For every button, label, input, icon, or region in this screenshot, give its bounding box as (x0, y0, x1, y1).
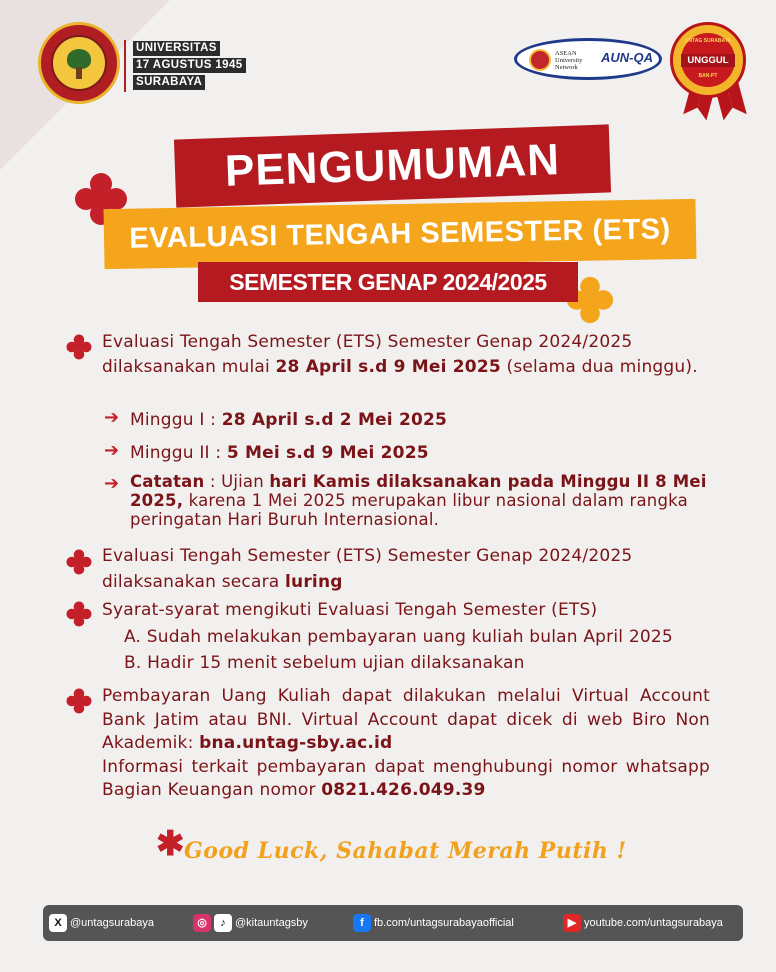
title-banner (174, 124, 611, 207)
subtitle-ets: EVALUASI TENGAH SEMESTER (ETS) (129, 213, 671, 255)
asterisk-icon: ✱ (156, 825, 185, 863)
semester-title: SEMESTER GENAP 2024/2025 (229, 269, 547, 295)
youtube-link[interactable]: ▶ youtube.com/untagsurabaya (563, 914, 723, 932)
flower-bullet-icon (66, 688, 92, 714)
week1-line: Minggu I : 28 April s.d 2 Mei 2025 (130, 410, 448, 430)
requirement-a: A. Sudah melakukan pembayaran uang kuliah bulan April 2025 (124, 627, 673, 647)
semester-banner (198, 262, 578, 302)
asean-text: ASEAN University Network (555, 50, 583, 71)
unggul-top-text: UNTAG SURABAYA (684, 38, 732, 44)
payment-website-link[interactable]: bna.untag-sby.ac.id (199, 733, 393, 753)
paragraph-ets-mode: Evaluasi Tengah Semester (ETS) Semester Genap 2024/2025 dilaksanakan secara luring (102, 546, 633, 592)
note-line: Catatan : Ujian hari Kamis dilaksanakan pada Minggu II 8 Mei 2025, karena 1 Mei 2025 merupakan libur nasional dalam rangka peringatan Hari Buruh Internasional. (130, 472, 707, 529)
page-title: PENGUMUMAN (224, 135, 561, 196)
flower-bullet-icon (66, 549, 92, 575)
asean-emblem-icon (529, 49, 551, 71)
header-divider (124, 40, 126, 92)
closing-message: Good Luck, Sahabat Merah Putih ! (184, 838, 627, 864)
flower-bullet-icon (66, 334, 92, 360)
university-name-line1: UNIVERSITAS (133, 41, 220, 56)
unggul-accreditation-badge (670, 22, 746, 98)
paragraph-payment: Pembayaran Uang Kuliah dapat dilakukan melalui Virtual Account Bank Jatim atau BNI. Virtual Account dapat dicek di web Biro Non Akademik: bna.untag-sby.ac.id Informasi terkait pembayaran dapat menghubungi nomor whatsapp Bagian Keuangan nomor 0821.426.049.39 (102, 686, 710, 800)
facebook-icon: f (353, 914, 371, 932)
facebook-link[interactable]: f fb.com/untagsurabayaofficial (353, 914, 514, 932)
social-media-footer (43, 905, 743, 941)
flower-bullet-icon (66, 601, 92, 627)
instagram-icon: ◎ (193, 914, 211, 932)
university-name-line2: 17 AGUSTUS 1945 (133, 58, 246, 73)
paragraph-ets-schedule: Evaluasi Tengah Semester (ETS) Semester Genap 2024/2025 dilaksanakan mulai 28 April s.d 9 Mei 2025 (selama dua minggu). (102, 332, 698, 377)
asean-aunqa-logo (514, 38, 662, 80)
youtube-icon: ▶ (563, 914, 581, 932)
university-seal-logo (38, 22, 120, 104)
requirement-b: B. Hadir 15 menit sebelum ujian dilaksanakan (124, 653, 525, 673)
x-handle[interactable]: X @untagsurabaya (49, 914, 154, 932)
tiktok-icon: ♪ (214, 914, 232, 932)
x-icon: X (49, 914, 67, 932)
arrow-right-icon: ➔ (104, 440, 120, 461)
tree-icon (67, 49, 91, 69)
week2-line: Minggu II : 5 Mei s.d 9 Mei 2025 (130, 443, 429, 463)
arrow-right-icon: ➔ (104, 473, 120, 494)
unggul-bottom-text: BAN-PT (698, 73, 718, 79)
requirements-title: Syarat-syarat mengikuti Evaluasi Tengah Semester (ETS) (102, 600, 598, 620)
university-name-line3: SURABAYA (133, 75, 205, 90)
subtitle-banner (104, 199, 697, 269)
instagram-tiktok-handle[interactable]: ◎ ♪ @kitauntagsby (193, 914, 308, 932)
unggul-label: UNGGUL (681, 54, 735, 67)
arrow-right-icon: ➔ (104, 407, 120, 428)
aunqa-text: AUN-QA (601, 50, 653, 65)
finance-phone-number: 0821.426.049.39 (321, 780, 486, 800)
